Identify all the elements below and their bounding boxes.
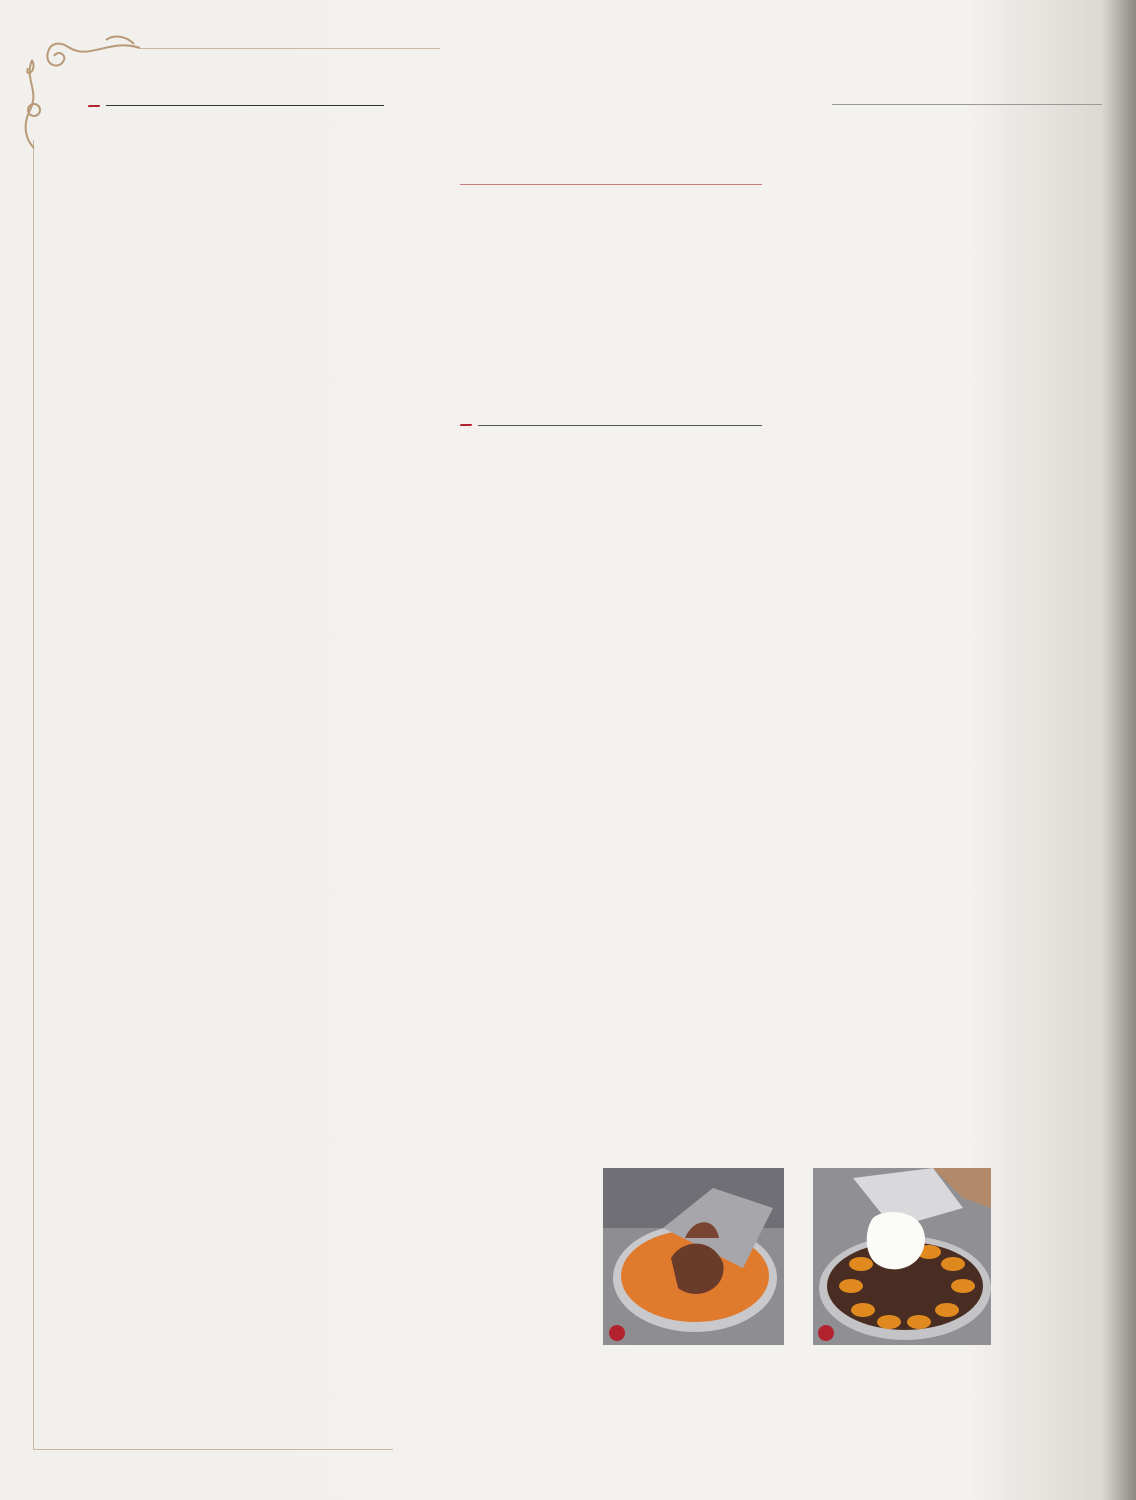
photo-a-label — [609, 1325, 625, 1341]
assemble-heading — [832, 117, 1100, 144]
right-top-rule — [832, 104, 1102, 105]
photo-a-image — [603, 1168, 784, 1345]
materials-badge — [88, 105, 100, 107]
assemble-column — [832, 117, 1100, 171]
method-badge — [460, 424, 472, 426]
frame-top-line — [140, 48, 440, 49]
materials-header-rule — [106, 105, 384, 106]
method-column — [460, 412, 762, 438]
photo-b-label — [818, 1325, 834, 1341]
finish-heading — [832, 144, 1100, 171]
photo-a — [603, 1168, 784, 1345]
method-header-rule — [478, 425, 762, 426]
photo-b — [813, 1168, 991, 1345]
frame-bottom-line — [33, 1449, 393, 1450]
middle-top-rule — [460, 184, 762, 185]
materials-header — [88, 92, 390, 119]
frame-left-line — [33, 140, 34, 1450]
method-header — [460, 412, 762, 438]
photo-b-image — [813, 1168, 991, 1345]
materials-column — [88, 92, 390, 148]
materials-header-bottom — [88, 119, 390, 146]
